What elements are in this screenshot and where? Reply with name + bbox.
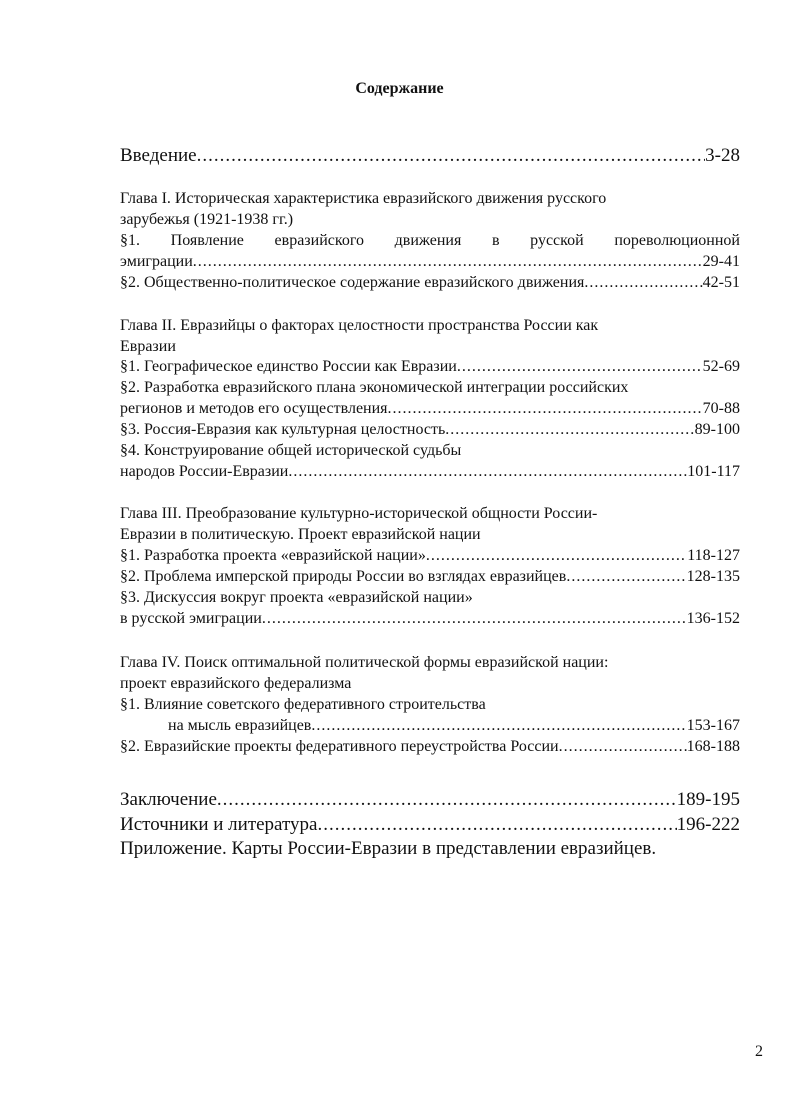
toc-page-range: 52-69	[702, 358, 740, 375]
toc-entry-text: §3. Россия-Евразия как культурная целостность	[120, 421, 446, 438]
toc-entry-text: на мысль евразийцев	[168, 717, 312, 734]
chapter-4-heading-line1: Глава IV. Поиск оптимальной политической формы евразийской нации:	[120, 654, 609, 671]
dot-leader	[262, 609, 687, 629]
toc-page-range: 3-28	[705, 145, 740, 166]
toc-page-range: 89-100	[694, 421, 740, 438]
toc-entry-ch2-s3[interactable]	[120, 420, 740, 440]
toc-entry-ch2-s2-line2[interactable]	[120, 399, 740, 419]
toc-entry-text: §1. Географическое единство России как Евразии	[120, 358, 457, 375]
dot-leader	[445, 420, 694, 440]
chapter-3-heading-line2: Евразии в политическую. Проект евразийской нации	[120, 526, 481, 543]
toc-entry-ch3-s3-line1[interactable]: §3. Дискуссия вокруг проекта «евразийской нации»	[120, 589, 473, 606]
toc-entry-text: эмиграции	[120, 253, 193, 270]
toc-entry-text: регионов и методов его осуществления	[120, 400, 388, 417]
toc-page-range: 42-51	[702, 274, 740, 291]
dot-leader	[288, 462, 687, 482]
dot-leader	[311, 716, 686, 736]
dot-leader	[584, 273, 702, 293]
toc-page-range: 153-167	[686, 717, 740, 734]
toc-entry-text: Источники и литература	[120, 814, 318, 835]
dot-leader	[197, 144, 706, 168]
toc-entry-ch3-s1[interactable]	[120, 546, 740, 566]
toc-page-range: 136-152	[686, 610, 740, 627]
toc-page-range: 196-222	[676, 814, 740, 835]
chapter-1-heading-line2: зарубежья (1921-1938 гг.)	[120, 211, 294, 228]
toc-entry-ch1-s1-line1[interactable]	[120, 231, 740, 251]
toc-entry-text: народов России-Евразии	[120, 463, 289, 480]
toc-entry-ch2-s4-line2[interactable]	[120, 462, 740, 482]
toc-entry-text: §1. Разработка проекта «евразийской нации»	[120, 547, 426, 564]
toc-page-range: 70-88	[702, 400, 740, 417]
toc-page-range: 101-117	[687, 463, 740, 480]
dot-leader	[193, 252, 703, 272]
toc-entry-ch2-s2-line1[interactable]: §2. Разработка евразийского плана экономической интеграции российских	[120, 379, 629, 396]
toc-entry-ch1-s2[interactable]	[120, 273, 740, 293]
word: пореволюционной	[614, 232, 740, 249]
word: Появление	[170, 232, 244, 249]
word: евразийского	[274, 232, 364, 249]
dot-leader	[217, 788, 677, 812]
toc-entry-text: в русской эмиграции	[120, 610, 262, 627]
page-number: 2	[755, 1043, 763, 1060]
toc-entry-sources[interactable]	[120, 813, 740, 837]
toc-page-range: 118-127	[687, 547, 740, 564]
toc-entry-text: §2. Общественно-политическое содержание евразийского движения	[120, 274, 585, 291]
word: §1.	[120, 232, 140, 249]
toc-entry-ch1-s1-line2[interactable]	[120, 252, 740, 272]
toc-entry-ch4-s1-line2[interactable]	[168, 716, 740, 736]
dot-leader	[318, 813, 677, 837]
word: в	[491, 232, 500, 249]
chapter-2-heading-line1: Глава II. Евразийцы о факторах целостности пространства России как	[120, 317, 599, 334]
toc-entry-text: §2. Евразийские проекты федеративного переустройства России	[120, 738, 559, 755]
toc-entry-ch2-s4-line1[interactable]: §4. Конструирование общей исторической судьбы	[120, 442, 462, 459]
toc-entry-ch3-s3-line2[interactable]	[120, 609, 740, 629]
toc-entry-text: §2. Проблема имперской природы России во взглядах евразийцев	[120, 568, 567, 585]
toc-page-range: 189-195	[676, 789, 740, 810]
toc-entry-ch4-s1-line1[interactable]: §1. Влияние советского федеративного строительства	[120, 696, 486, 713]
dot-leader	[559, 737, 687, 757]
toc-entry-ch3-s2[interactable]	[120, 567, 740, 587]
toc-entry-ch2-s1[interactable]	[120, 357, 740, 377]
chapter-4-heading-line2: проект евразийского федерализма	[120, 675, 352, 692]
toc-page-range: 128-135	[686, 568, 740, 585]
chapter-2-heading-line2: Евразии	[120, 338, 176, 355]
toc-entry-appendix[interactable]: Приложение. Карты России-Евразии в представлении евразийцев.	[120, 838, 657, 859]
toc-entry-conclusion[interactable]	[120, 788, 740, 812]
toc-page-range: 29-41	[702, 253, 740, 270]
dot-leader	[566, 567, 686, 587]
toc-entry-intro[interactable]	[120, 144, 740, 168]
toc-page-range: 168-188	[686, 738, 740, 755]
chapter-1-heading-line1: Глава I. Историческая характеристика евразийского движения русского	[120, 190, 607, 207]
word: русской	[530, 232, 584, 249]
dot-leader	[426, 546, 687, 566]
toc-entry-ch4-s2[interactable]	[120, 737, 740, 757]
dot-leader	[457, 357, 703, 377]
toc-entry-text: Введение	[120, 145, 197, 166]
dot-leader	[388, 399, 703, 419]
chapter-3-heading-line1: Глава III. Преобразование культурно-исторической общности России-	[120, 505, 598, 522]
page-title: Содержание	[355, 80, 444, 97]
toc-entry-text: Заключение	[120, 789, 217, 810]
word: движения	[394, 232, 462, 249]
